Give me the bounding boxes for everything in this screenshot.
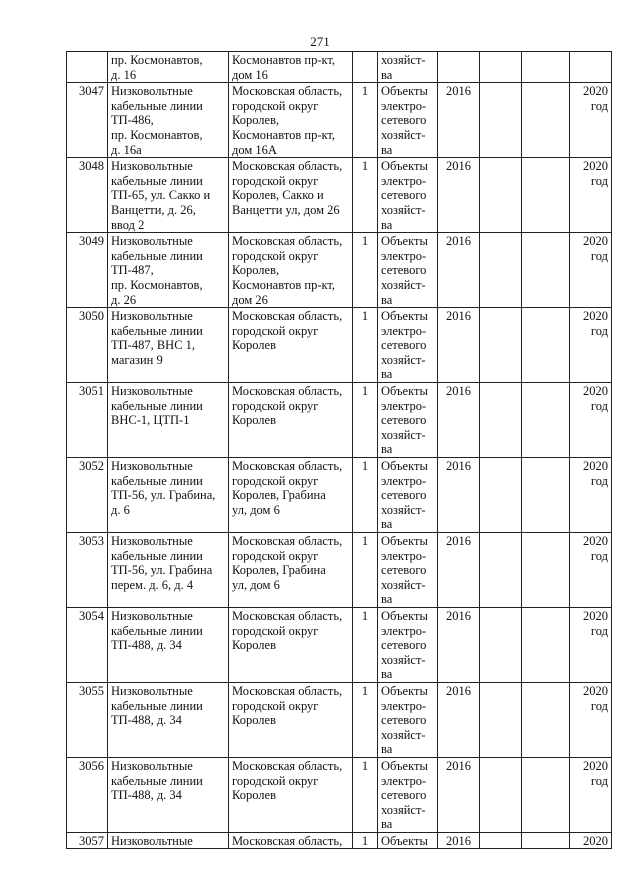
empty-cell: [522, 233, 570, 308]
year-cell: 2016: [438, 233, 480, 308]
deadline-cell: 2020 год: [570, 83, 612, 158]
table-row: [67, 832, 612, 849]
quantity-cell: 1: [353, 682, 378, 757]
table-row: [67, 757, 612, 832]
quantity-cell: [353, 52, 378, 83]
page-number: 271: [310, 34, 330, 49]
table-row: [67, 233, 612, 308]
category-cell: Объекты электро- сетевого хозяйст- ва: [378, 458, 438, 533]
object-name-cell: Низковольтные: [108, 832, 229, 849]
row-number-cell: [67, 52, 108, 83]
row-number-cell: 3047: [67, 83, 108, 158]
object-name-cell: пр. Космонавтов, д. 16: [108, 52, 229, 83]
category-cell: Объекты электро- сетевого хозяйст- ва: [378, 233, 438, 308]
empty-cell: [522, 83, 570, 158]
object-name-cell: Низковольтные кабельные линии ТП-488, д. 34: [108, 757, 229, 832]
deadline-cell: 2020 год: [570, 308, 612, 383]
table-row: [67, 607, 612, 682]
year-cell: [438, 52, 480, 83]
category-cell: Объекты электро- сетевого хозяйст- ва: [378, 83, 438, 158]
year-cell: 2016: [438, 158, 480, 233]
deadline-cell: [570, 52, 612, 83]
table-row: [67, 158, 612, 233]
address-cell: Московская область, городской округ Королев, Космонавтов пр-кт, дом 16А: [229, 83, 353, 158]
empty-cell: [480, 757, 522, 832]
category-cell: Объекты электро- сетевого хозяйст- ва: [378, 533, 438, 608]
empty-cell: [522, 832, 570, 849]
empty-cell: [480, 52, 522, 83]
quantity-cell: 1: [353, 383, 378, 458]
category-cell: Объекты электро- сетевого хозяйст- ва: [378, 383, 438, 458]
address-cell: Московская область, городской округ Королев: [229, 607, 353, 682]
deadline-cell: 2020 год: [570, 757, 612, 832]
table-row: [67, 383, 612, 458]
quantity-cell: 1: [353, 83, 378, 158]
deadline-cell: 2020 год: [570, 607, 612, 682]
object-name-cell: Низковольтные кабельные линии ТП-65, ул. Сакко и Ванцетти, д. 26, ввод 2: [108, 158, 229, 233]
row-number-cell: 3048: [67, 158, 108, 233]
category-cell: Объекты электро- сетевого хозяйст- ва: [378, 757, 438, 832]
year-cell: 2016: [438, 682, 480, 757]
object-name-cell: Низковольтные кабельные линии ВНС-1, ЦТП-1: [108, 383, 229, 458]
empty-cell: [522, 757, 570, 832]
empty-cell: [480, 607, 522, 682]
address-cell: Московская область, городской округ Королев, Грабина ул, дом 6: [229, 533, 353, 608]
object-name-cell: Низковольтные кабельные линии ТП-488, д. 34: [108, 682, 229, 757]
address-cell: Московская область, городской округ Королев: [229, 308, 353, 383]
category-cell: Объекты электро- сетевого хозяйст- ва: [378, 158, 438, 233]
deadline-cell: 2020: [570, 832, 612, 849]
empty-cell: [522, 383, 570, 458]
empty-cell: [480, 308, 522, 383]
quantity-cell: 1: [353, 533, 378, 608]
table-row: [67, 52, 612, 83]
address-cell: Московская область,: [229, 832, 353, 849]
quantity-cell: 1: [353, 757, 378, 832]
quantity-cell: 1: [353, 308, 378, 383]
row-number-cell: 3056: [67, 757, 108, 832]
empty-cell: [522, 308, 570, 383]
row-number-cell: 3051: [67, 383, 108, 458]
table-row: [67, 308, 612, 383]
row-number-cell: 3052: [67, 458, 108, 533]
category-cell: Объекты электро- сетевого хозяйст- ва: [378, 682, 438, 757]
object-name-cell: Низковольтные кабельные линии ТП-487, ВНС 1, магазин 9: [108, 308, 229, 383]
address-cell: Московская область, городской округ Королев: [229, 757, 353, 832]
year-cell: 2016: [438, 757, 480, 832]
category-cell: Объекты: [378, 832, 438, 849]
row-number-cell: 3050: [67, 308, 108, 383]
empty-cell: [522, 682, 570, 757]
empty-cell: [480, 158, 522, 233]
empty-cell: [480, 83, 522, 158]
registry-table-body: [67, 52, 612, 849]
empty-cell: [480, 533, 522, 608]
object-name-cell: Низковольтные кабельные линии ТП-56, ул. Грабина, д. 6: [108, 458, 229, 533]
year-cell: 2016: [438, 383, 480, 458]
quantity-cell: 1: [353, 458, 378, 533]
address-cell: Космонавтов пр-кт, дом 16: [229, 52, 353, 83]
deadline-cell: 2020 год: [570, 458, 612, 533]
deadline-cell: 2020 год: [570, 682, 612, 757]
deadline-cell: 2020 год: [570, 233, 612, 308]
category-cell: Объекты электро- сетевого хозяйст- ва: [378, 308, 438, 383]
empty-cell: [522, 52, 570, 83]
object-name-cell: Низковольтные кабельные линии ТП-488, д. 34: [108, 607, 229, 682]
year-cell: 2016: [438, 832, 480, 849]
row-number-cell: 3057: [67, 832, 108, 849]
category-cell: хозяйст- ва: [378, 52, 438, 83]
empty-cell: [480, 233, 522, 308]
object-name-cell: Низковольтные кабельные линии ТП-486, пр. Космонавтов, д. 16а: [108, 83, 229, 158]
table-row: [67, 533, 612, 608]
address-cell: Московская область, городской округ Королев, Сакко и Ванцетти ул, дом 26: [229, 158, 353, 233]
empty-cell: [480, 458, 522, 533]
empty-cell: [522, 533, 570, 608]
address-cell: Московская область, городской округ Королев, Грабина ул, дом 6: [229, 458, 353, 533]
row-number-cell: 3049: [67, 233, 108, 308]
empty-cell: [480, 682, 522, 757]
category-cell: Объекты электро- сетевого хозяйст- ва: [378, 607, 438, 682]
row-number-cell: 3054: [67, 607, 108, 682]
address-cell: Московская область, городской округ Королев, Космонавтов пр-кт, дом 26: [229, 233, 353, 308]
quantity-cell: 1: [353, 233, 378, 308]
year-cell: 2016: [438, 83, 480, 158]
year-cell: 2016: [438, 458, 480, 533]
table-row: [67, 682, 612, 757]
deadline-cell: 2020 год: [570, 533, 612, 608]
quantity-cell: 1: [353, 607, 378, 682]
year-cell: 2016: [438, 308, 480, 383]
deadline-cell: 2020 год: [570, 383, 612, 458]
address-cell: Московская область, городской округ Королев: [229, 682, 353, 757]
object-name-cell: Низковольтные кабельные линии ТП-487, пр. Космонавтов, д. 26: [108, 233, 229, 308]
object-name-cell: Низковольтные кабельные линии ТП-56, ул. Грабина перем. д. 6, д. 4: [108, 533, 229, 608]
year-cell: 2016: [438, 533, 480, 608]
address-cell: Московская область, городской округ Королев: [229, 383, 353, 458]
empty-cell: [522, 607, 570, 682]
quantity-cell: 1: [353, 158, 378, 233]
table-row: [67, 458, 612, 533]
deadline-cell: 2020 год: [570, 158, 612, 233]
quantity-cell: 1: [353, 832, 378, 849]
row-number-cell: 3055: [67, 682, 108, 757]
empty-cell: [480, 832, 522, 849]
table-row: [67, 83, 612, 158]
empty-cell: [522, 458, 570, 533]
registry-table: [66, 51, 612, 849]
row-number-cell: 3053: [67, 533, 108, 608]
empty-cell: [480, 383, 522, 458]
empty-cell: [522, 158, 570, 233]
year-cell: 2016: [438, 607, 480, 682]
